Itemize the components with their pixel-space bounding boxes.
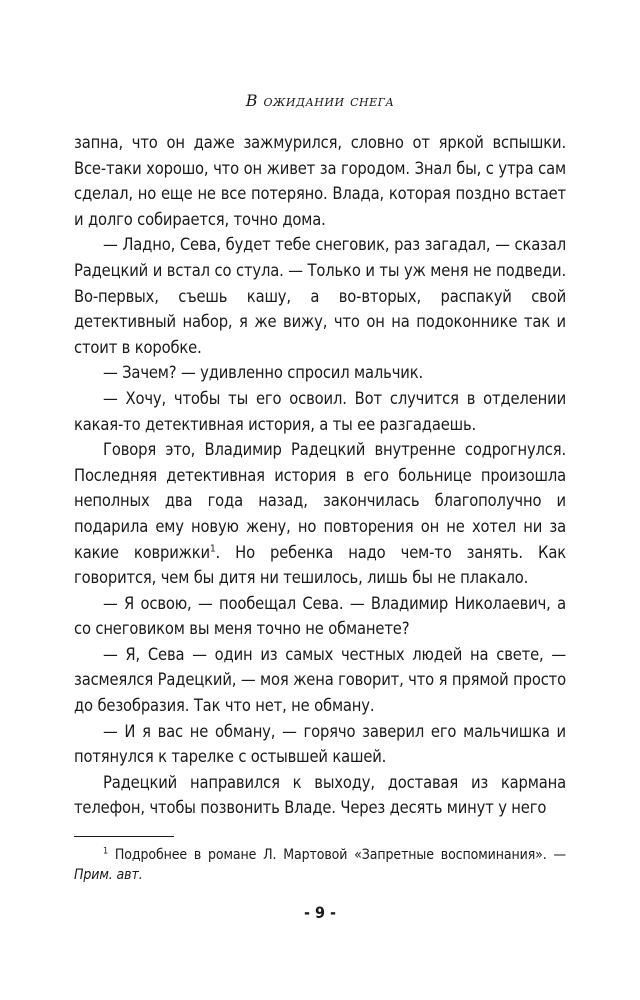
footnote-divider	[74, 836, 174, 837]
paragraph: — Я, Сева — один из самых честных людей на свете, — засмеялся Радецкий, — моя жена говорит, что я прямой просто до безобразия. Так что нет, не обману.	[74, 644, 566, 716]
paragraph: — Хочу, чтобы ты его освоил. Вот случится в отделении какая-то детективная история, а ты ее разгадаешь.	[74, 388, 566, 434]
footnote-attribution: Прим. авт.	[74, 867, 143, 883]
paragraph: — И я вас не обману, — горячо заверил его мальчишка и потянулся к тарелке с остывшей кашей.	[74, 721, 566, 767]
footnote-reference: 1	[209, 543, 216, 555]
running-header: В ожидании снега	[245, 91, 395, 110]
paragraph: — Зачем? — удивленно спросил мальчик.	[103, 363, 424, 383]
page-number: - 9 -	[304, 903, 336, 922]
paragraph-text: . Но ребенка надо чем-то занять. Как говорится, чем бы дитя ни тешилось, лишь бы не плакало.	[74, 542, 566, 588]
paragraph: — Я освою, — пообещал Сева. — Владимир Николаевич, а со снеговиком вы меня точно не обманете?	[74, 593, 566, 639]
body-text	[74, 130, 566, 821]
footnote	[74, 845, 566, 885]
paragraph: — Ладно, Сева, будет тебе снеговик, раз загадал, — сказал Радецкий и встал со стула. — Только и ты уж меня не подведи. Во-первых, съешь кашу, а во-вторых, распакуй свой детективный набор, я же вижу, что он на подоконнике так и стоит в коробке.	[74, 235, 566, 357]
footnote-text: Подробнее в романе Л. Мартовой «Запретные воспоминания». —	[108, 847, 566, 863]
footnote-mark: 1	[103, 846, 109, 857]
paragraph	[74, 437, 566, 591]
paragraph: запна, что он даже зажмурился, словно от яркой вспышки. Все-таки хорошо, что он живет за городом. Знал бы, с утра сам сделал, но еще не все потеряно. Влада, которая поздно встает и долго собирается, точно дома.	[74, 133, 566, 229]
paragraph: Радецкий направился к выходу, доставая из кармана телефон, чтобы позвонить Владе. Через десять минут у него	[74, 772, 566, 818]
paragraph-text: Говоря это, Владимир Радецкий внутренне содрогнулся. Последняя детективная история в его больнице произошла неполных два года назад, закончилась благополучно и подарила ему новую жену, но повторения он не хотел ни за какие коврижки	[74, 440, 566, 562]
